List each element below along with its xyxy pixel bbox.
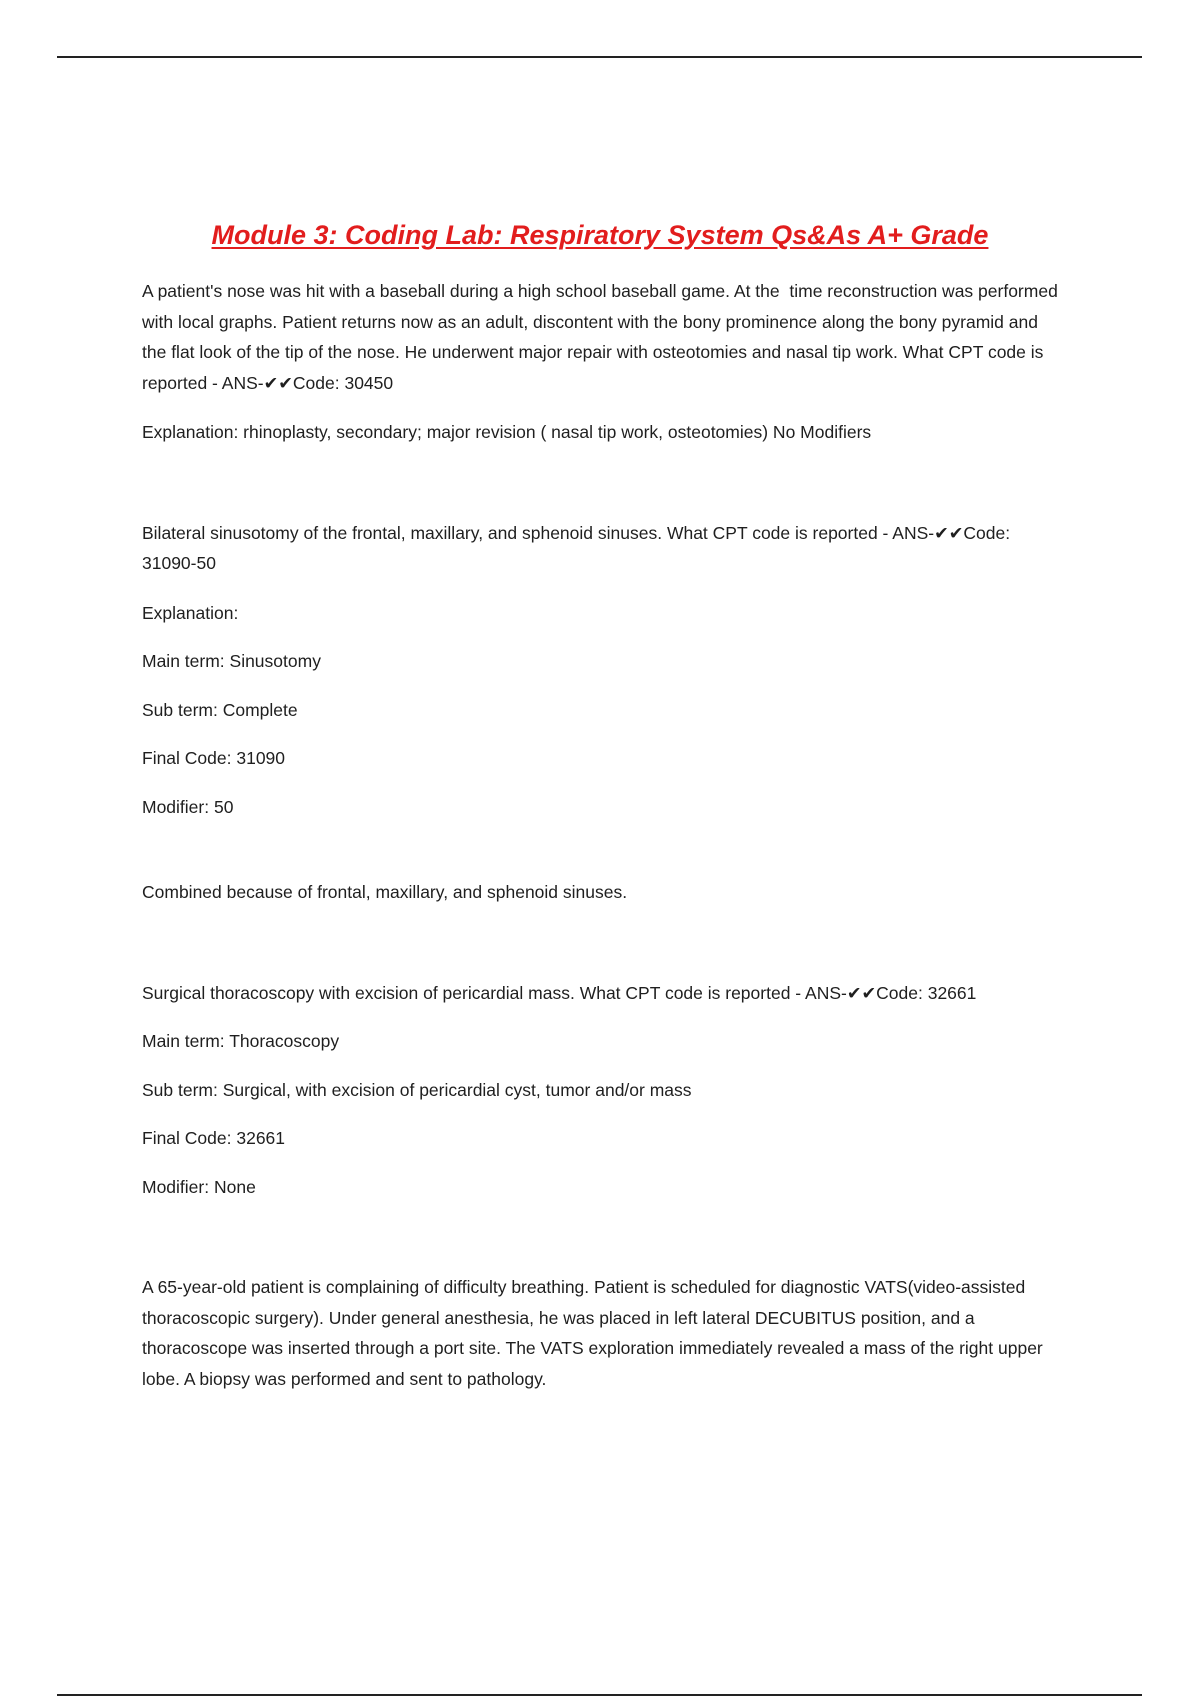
q3-final-code: Final Code: 32661 [142,1128,286,1148]
q2-note: Combined because of frontal, maxillary, and sphenoid sinuses. [142,882,628,902]
q3-modifier: Modifier: None [142,1176,256,1197]
q3-main-term: Main term: Thoracoscopy [142,1031,340,1051]
q4-question: A 65-year-old patient is complaining of difficulty breathing. Patient is scheduled for diagnostic VATS(video-assisted thoracoscopic surgery). Under general anesthesia, he was placed in left lateral DECUBITUS position, and a thoracoscope was inserted through a port site. The VATS exploration immediately revealed a mass of the right upper lobe. A biopsy was performed and sent to pathology. [142,1277,1048,1389]
q2-modifier: Modifier: 50 [142,796,234,817]
q1-question: A patient's nose was hit with a baseball during a high school baseball game. At the time reconstruction was performed with local graphs. Patient returns now as an adult, discontent with the bony prominence along the bony pyramid and the flat look of the tip of the nose. He underwent major repair with osteotomies and nasal tip work. What CPT code is reported - ANS-✔✔Code: 30450 [142,281,1063,393]
q2-sub-term: Sub term: Complete [142,699,298,720]
footer-rule [57,1694,1142,1696]
page-title: Module 3: Coding Lab: Respiratory System Qs&As A+ Grade [211,220,989,250]
q2-main-term: Main term: Sinusotomy [142,651,321,671]
q2-final-code: Final Code: 31090 [142,748,286,768]
q2-question: Bilateral sinusotomy of the frontal, maxillary, and sphenoid sinuses. What CPT code is reported - ANS-✔✔Code: 31090-50 [142,522,1015,573]
header-rule [57,56,1142,58]
q2-explanation-label: Explanation: [142,602,239,623]
q3-sub-term: Sub term: Surgical, with excision of pericardial cyst, tumor and/or mass [142,1079,692,1100]
document-body [142,276,1067,1394]
q1-explanation: Explanation: rhinoplasty, secondary; major revision ( nasal tip work, osteotomies) No Modifiers [142,422,872,442]
q3-question: Surgical thoracoscopy with excision of pericardial mass. What CPT code is reported - ANS-✔✔Code: 32661 [142,982,977,1003]
